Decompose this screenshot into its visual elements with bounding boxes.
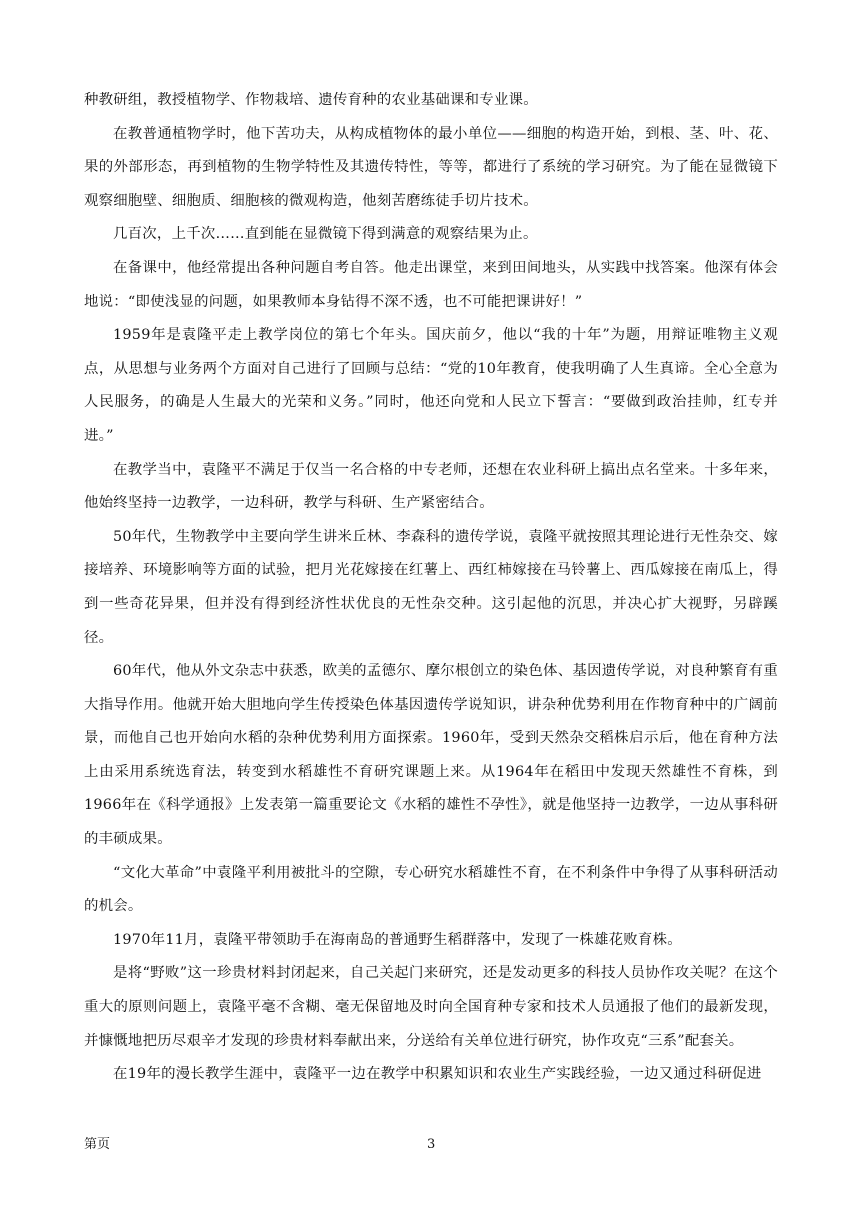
paragraph: 种教研组，教授植物学、作物栽培、遗传育种的农业基础课和专业课。 bbox=[84, 92, 538, 108]
paragraph: “文化大革命”中袁隆平利用被批斗的空隙，专心研究水稻雄性不育，在不利条件中争得了从事科研活动的机会。 bbox=[84, 864, 778, 915]
paragraph: 在备课中，他经常提出各种问题自考自答。他走出课堂，来到田间地头，从实践中找答案。他深有体会地说：“即使浅显的问题，如果教师本身钻得不深不透，也不可能把课讲好！” bbox=[84, 259, 778, 310]
paragraph: 在19年的漫长教学生涯中，袁隆平一边在教学中积累知识和农业生产实践经验，一边又通过科研促进 bbox=[113, 1066, 762, 1083]
paragraph: 50年代，生物教学中主要向学生讲米丘林、李森科的遗传学说，袁隆平就按照其理论进行无性杂交、嫁接培养、环境影响等方面的试验，把月光花嫁接在红薯上、西红柿嫁接在马铃薯上、西瓜嫁接在南瓜上，得到一些奇花异果，但并没有得到经济性状优良的无性杂交种。这引起他的沉思，并决心扩大视野，另辟蹊径。 bbox=[84, 528, 778, 646]
paragraph: 60年代，他从外文杂志中获悉，欧美的孟德尔、摩尔根创立的染色体、基因遗传学说，对良种繁育有重大指导作用。他就开始大胆地向学生传授染色体基因遗传学说知识，讲杂种优势利用在作物育种中的广阔前景，而他自己也开始向水稻的杂种优势利用方面探索。1960年，受到天然杂交稻株启示后，他在育种方法上由采用系统选育法，转变到水稻雄性不育研究课题上来。从1964年在稻田中发现天然雄性不育株，到1966年在《科学通报》上发表第一篇重要论文《水稻的雄性不孕性》，就是他坚持一边教学，一边从事科研的丰硕成果。 bbox=[84, 663, 778, 848]
footer-page-label: 第页 bbox=[84, 1137, 111, 1152]
paragraph: 几百次，上千次……直到能在显微镜下得到满意的观察结果为止。 bbox=[113, 226, 538, 243]
paragraph: 1959年是袁隆平走上教学岗位的第七个年头。国庆前夕，他以“我的十年”为题，用辩证唯物主义观点，从思想与业务两个方面对自己进行了回顾与总结：“党的10年教育，使我明确了人生真谛。全心全意为人民服务，的确是人生最大的光荣和义务。”同时，他还向党和人民立下誓言：“要做到政治挂帅，红专并进。” bbox=[84, 327, 778, 444]
paragraph: 1970年11月，袁隆平带领助手在海南岛的普通野生稻群落中，发现了一株雄花败育株。 bbox=[113, 931, 682, 948]
footer-page-number: 3 bbox=[427, 1137, 436, 1152]
paragraph: 在教学当中，袁隆平不满足于仅当一名合格的中专老师，还想在农业科研上搞出点名堂来。十多年来，他始终坚持一边教学，一边科研，教学与科研、生产紧密结合。 bbox=[84, 461, 778, 512]
paragraph: 在教普通植物学时，他下苦功夫，从构成植物体的最小单位——细胞的构造开始，到根、茎、叶、花、果的外部形态，再到植物的生物学特性及其遗传特性，等等，都进行了系统的学习研究。为了能在显微镜下观察细胞壁、细胞质、细胞核的微观构造，他刻苦磨练徒手切片技术。 bbox=[84, 125, 778, 209]
body-text bbox=[84, 84, 778, 1092]
paragraph: 是将“野败”这一珍贵材料封闭起来，自己关起门来研究，还是发动更多的科技人员协作攻关呢？在这个重大的原则问题上，袁隆平毫不含糊、毫无保留地及时向全国育种专家和技术人员通报了他们的最新发现，并慷慨地把历尽艰辛才发现的珍贵材料奉献出来，分送给有关单位进行研究，协作攻克“三系”配套关。 bbox=[84, 965, 778, 1049]
